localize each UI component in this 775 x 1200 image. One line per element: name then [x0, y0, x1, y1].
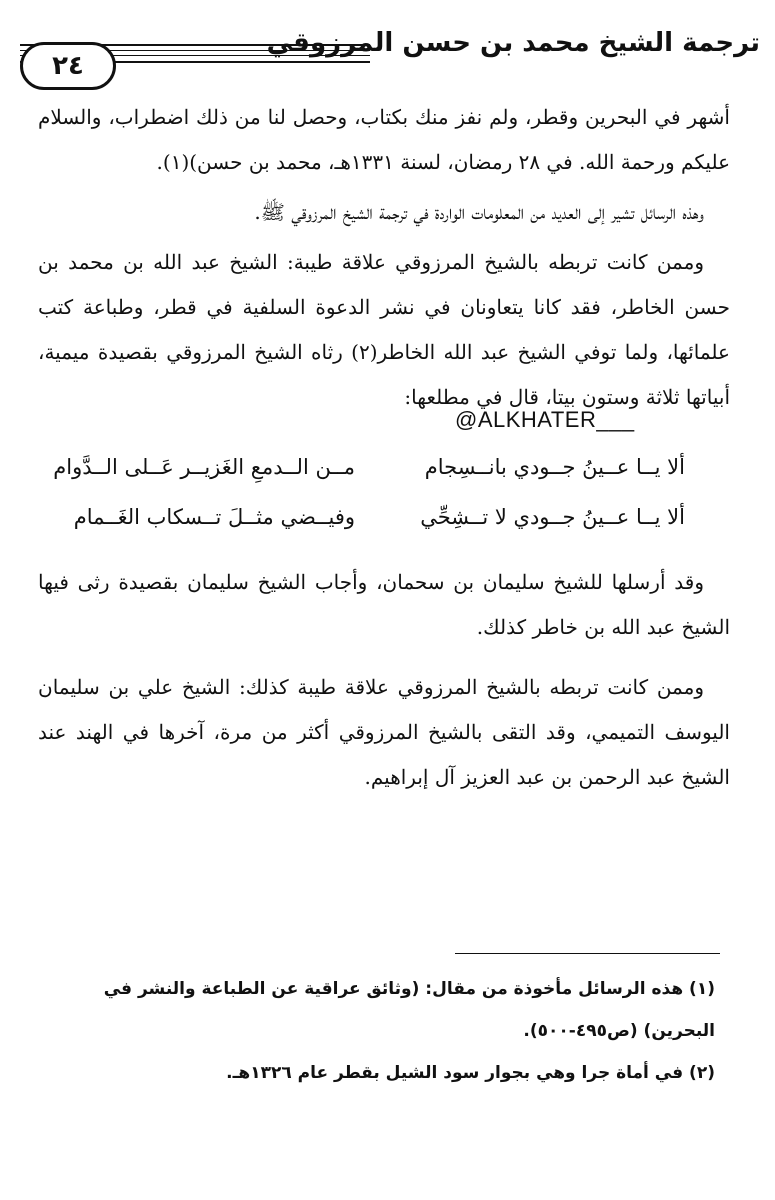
paragraph: وممن كانت تربطه بالشيخ المرزوقي علاقة طيبة كذلك: الشيخ علي بن سليمان اليوسف التميمي، وقد التقى بالشيخ المرزوقي أكثر من مرة، آخرها في الهند عند الشيخ عبد الرحمن بن عبد العزيز آل إبراهيم.: [38, 675, 730, 789]
page-number: ٢٤: [20, 42, 116, 90]
footnote: (٢) في أماة جرا وهي بجوار سود الشيل بقطر عام ١٣٢٦هـ.: [226, 1063, 715, 1083]
hemistich-second: مــن الــدمعِ الغَزيــر عَــلى الــدَّوام: [53, 455, 355, 479]
hemistich-second: وفيــضي مثــلَ تــسكاب الغَــمام: [73, 505, 355, 529]
footnotes: [30, 968, 715, 1094]
hemistich-first: ألا يــا عــينُ جــودي بانــسِجام: [424, 455, 685, 479]
paragraph: وهذه الرسائل تشير إلى العديد من المعلومات الواردة في ترجمة الشيخ المرزوقي ﷺ.: [254, 200, 704, 224]
hemistich-first: ألا يــا عــينُ جــودي لا تــشِحِّي: [420, 505, 685, 529]
page-header: [20, 22, 760, 92]
footnote-separator: [455, 953, 720, 954]
watermark-handle: @ALKHATER___: [455, 407, 635, 432]
page-title: ترجمة الشيخ محمد بن حسن المرزوقي: [266, 28, 760, 58]
poem: [53, 455, 685, 555]
main-text: [38, 95, 730, 425]
main-text-continued: [38, 560, 730, 815]
paragraph: وممن كانت تربطه بالشيخ المرزوقي علاقة طيبة: الشيخ عبد الله بن محمد بن حسن الخاطر، فقد كانا يتعاونان في نشر الدعوة السلفية في قطر، وطباعة كتب علمائها، ولما توفي الشيخ عبد الله الخاطر(٢) رثاه الشيخ المرزوقي بقصيدة ميمية، أبياتها ثلاثة وستون بيتا، قال في مطلعها:: [38, 250, 730, 409]
poem-verse: [53, 455, 685, 505]
footnote: (١) هذه الرسائل مأخوذة من مقال: (وثائق عراقية عن الطباعة والنشر في البحرين) (ص٤٩٥-٥٠٠).: [103, 979, 715, 1041]
poem-verse: [73, 505, 685, 555]
paragraph: وقد أرسلها للشيخ سليمان بن سحمان، وأجاب الشيخ سليمان بقصيدة رثى فيها الشيخ عبد الله بن خاطر كذلك.: [38, 570, 730, 639]
paragraph: أشهر في البحرين وقطر، ولم نفز منك بكتاب، وحصل لنا من ذلك اضطراب، والسلام عليكم ورحمة الله. في ٢٨ رمضان، لسنة ١٣٣١هـ، محمد بن حسن)(١).: [38, 105, 730, 174]
